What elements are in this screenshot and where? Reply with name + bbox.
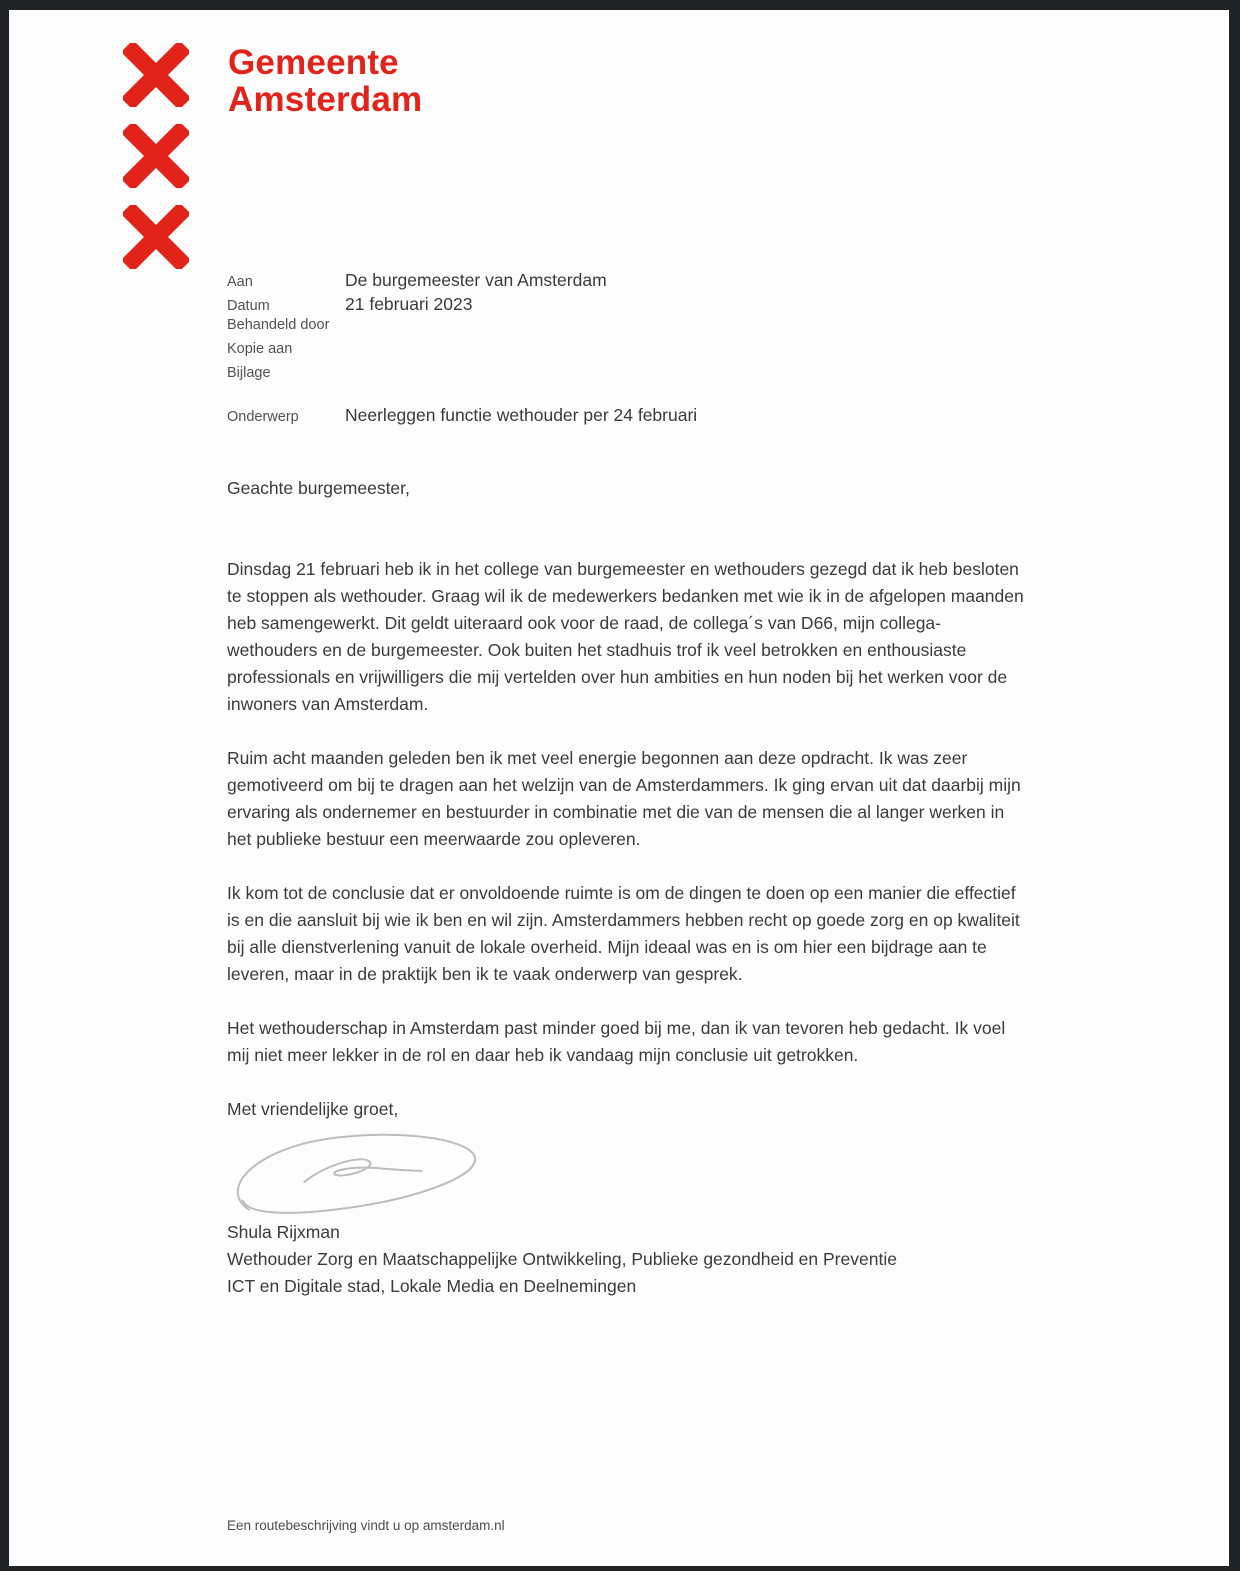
meta-row-behandeld-door bbox=[227, 317, 697, 341]
paragraph-3: Ik kom tot de conclusie dat er onvoldoende ruimte is om de dingen te doen op een manier die effectief is en die aansluit bij wie ik ben en wil zijn. Amsterdammers hebben recht op goede zorg en op kwaliteit bij alle dienstverlening vanuit de lokale overheid. Mijn ideaal was en is om hier een bijdrage aan te leveren, maar in de praktijk ben ik te vaak onderwerp van gesprek. bbox=[227, 883, 1020, 984]
salutation: Geachte burgemeester, bbox=[227, 478, 410, 498]
andreas-cross-icon bbox=[123, 205, 189, 269]
meta-value-datum: 21 februari 2023 bbox=[345, 293, 473, 314]
page-footer: Een routebeschrijving vindt u op amsterdam.nl bbox=[227, 1518, 505, 1533]
letter-page bbox=[9, 10, 1229, 1566]
amsterdam-logo bbox=[123, 43, 189, 269]
paragraph-2: Ruim acht maanden geleden ben ik met veel energie begonnen aan deze opdracht. Ik was zeer gemotiveerd om bij te dragen aan het welzijn van de Amsterdammers. Ik ging ervan uit dat daarbij mijn ervaring als ondernemer en bestuurder in combinatie met die van de mensen die al langer werken in het publieke bestuur een meerwaarde zou opleveren. bbox=[227, 748, 1021, 849]
andreas-cross-icon bbox=[123, 124, 189, 188]
meta-row-datum bbox=[227, 294, 697, 318]
signer-title-line2: ICT en Digitale stad, Lokale Media en Deelnemingen bbox=[227, 1276, 637, 1296]
meta-value-onderwerp: Neerleggen functie wethouder per 24 februari bbox=[345, 405, 698, 426]
paragraph-4: Het wethouderschap in Amsterdam past minder goed bij me, dan ik van tevoren heb gedacht. Ik voel mij niet meer lekker in de rol en daar heb ik vandaag mijn conclusie uit getrokken. bbox=[227, 1018, 1006, 1065]
letter-meta-block bbox=[227, 270, 697, 429]
closing-line: Met vriendelijke groet, bbox=[227, 1099, 399, 1119]
meta-label-kopie-aan: Kopie aan bbox=[227, 341, 293, 358]
meta-row-bijlage bbox=[227, 365, 697, 389]
brand-wordmark bbox=[228, 44, 422, 118]
letter-body bbox=[227, 475, 1024, 1300]
signer-name: Shula Rijxman bbox=[227, 1222, 340, 1242]
signer-title-line1: Wethouder Zorg en Maatschappelijke Ontwikkeling, Publieke gezondheid en Preventie bbox=[227, 1249, 897, 1269]
meta-label-onderwerp: Onderwerp bbox=[227, 409, 299, 426]
meta-row-kopie-aan bbox=[227, 341, 697, 365]
meta-value-aan: De burgemeester van Amsterdam bbox=[345, 270, 607, 290]
paragraph-1: Dinsdag 21 februari heb ik in het college van burgemeester en wethouders gezegd dat ik heb besloten te stoppen als wethouder. Graag wil ik de medewerkers bedanken met wie ik in de afgelopen maanden heb samengewerkt. Dit geldt uiteraard ook voor de raad, de collega´s van D66, mijn collega-wethouders en de burgemeester. Ook buiten het stadhuis trof ik veel betrokken en enthousiaste professionals en vrijwilligers die mij vertelden over hun ambities en hun noden bij het werken voor de inwoners van Amsterdam. bbox=[227, 559, 1024, 714]
handwritten-signature bbox=[227, 1126, 485, 1218]
meta-label-behandeld-door: Behandeld door bbox=[227, 317, 330, 334]
meta-label-datum: Datum bbox=[227, 297, 270, 314]
meta-label-bijlage: Bijlage bbox=[227, 364, 271, 381]
meta-label-aan: Aan bbox=[227, 274, 253, 290]
brand-wordmark-line2: Amsterdam bbox=[228, 80, 423, 119]
meta-row-onderwerp bbox=[227, 405, 697, 429]
brand-wordmark-line1: Gemeente bbox=[228, 43, 399, 82]
meta-row-aan bbox=[227, 270, 697, 294]
signer-block bbox=[227, 1219, 1024, 1300]
andreas-cross-icon bbox=[123, 43, 189, 107]
